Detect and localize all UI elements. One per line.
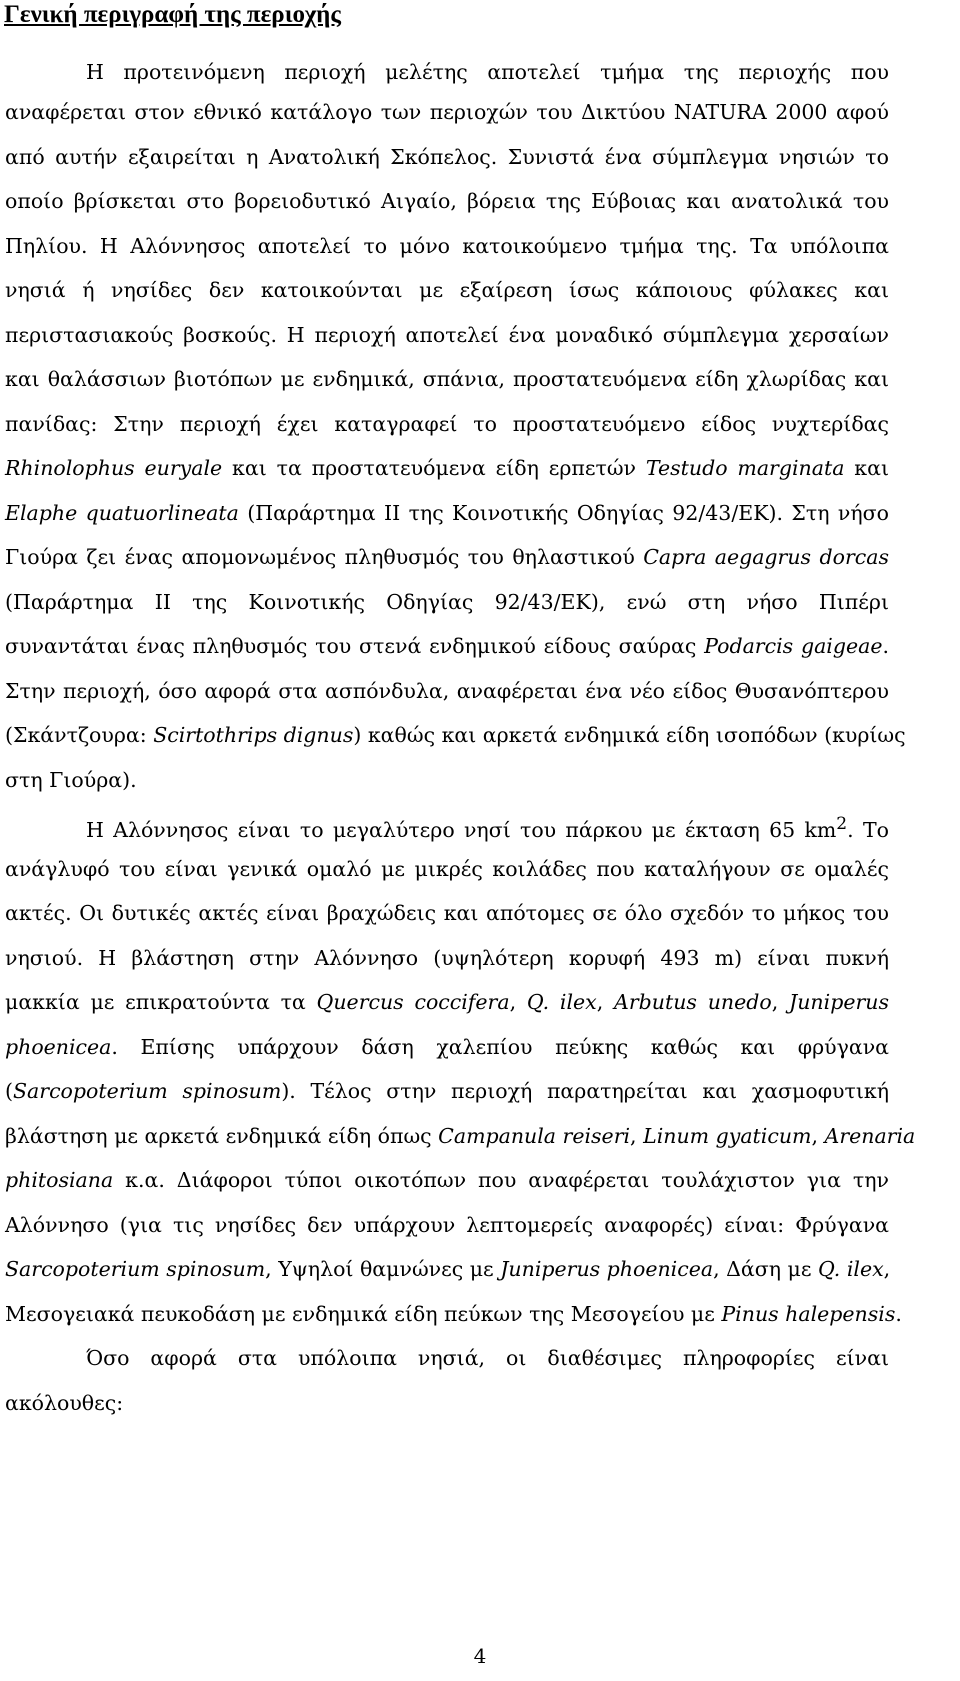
text-line bbox=[5, 626, 889, 666]
text-line bbox=[86, 1338, 889, 1378]
italic-term: phoenicea bbox=[5, 1035, 112, 1059]
text-segment: και bbox=[844, 456, 889, 480]
text-segment: (Παράρτημα ΙΙ της Κοινοτικής Οδηγίας 92/43/ΕΚ), ενώ στη νήσο Πιπέρι bbox=[5, 590, 889, 614]
text-line bbox=[5, 537, 889, 577]
text-line bbox=[5, 359, 889, 399]
italic-term: Rhinolophus euryale bbox=[5, 456, 223, 480]
text-segment: μακκία με επικρατούντα τα bbox=[5, 990, 317, 1014]
italic-term: Quercus coccifera bbox=[316, 990, 510, 1014]
text-segment: , bbox=[883, 1257, 891, 1281]
italic-term: Q. ilex bbox=[526, 990, 597, 1014]
text-segment: . bbox=[895, 1302, 902, 1326]
italic-term: Arenaria bbox=[824, 1124, 916, 1148]
italic-term: Arbutus unedo bbox=[614, 990, 772, 1014]
text-segment: Η προτεινόμενη περιοχή μελέτης αποτελεί τμήμα της περιοχής που bbox=[86, 60, 889, 84]
text-line bbox=[5, 582, 889, 622]
text-line bbox=[5, 448, 889, 488]
text-line bbox=[5, 137, 889, 177]
text-line bbox=[5, 1249, 889, 1289]
text-line bbox=[5, 1205, 889, 1245]
text-line bbox=[5, 760, 889, 800]
text-segment: (Παράρτημα ΙΙ της Κοινοτικής Οδηγίας 92/43/ΕΚ). Στη νήσο bbox=[238, 501, 889, 525]
text-line bbox=[5, 938, 889, 978]
text-segment: , bbox=[811, 1124, 825, 1148]
text-line bbox=[5, 1116, 916, 1156]
text-segment: Όσο αφορά στα υπόλοιπα νησιά, οι διαθέσιμες πληροφορίες είναι bbox=[86, 1346, 889, 1370]
text-line bbox=[5, 1071, 889, 1111]
text-segment: . Το bbox=[847, 817, 889, 842]
text-line bbox=[5, 1383, 889, 1423]
text-line bbox=[5, 493, 889, 533]
text-segment: νησιά ή νησίδες δεν κατοικούνται με εξαίρεση ίσως κάποιους φύλακες και bbox=[5, 278, 889, 302]
text-segment: νησιού. Η βλάστηση στην Αλόννησο (υψηλότερη κορυφή 493 m) είναι πυκνή bbox=[5, 946, 889, 970]
text-line bbox=[5, 715, 906, 755]
text-line bbox=[5, 92, 889, 132]
italic-term: Linum gyaticum bbox=[643, 1124, 812, 1148]
italic-term: Q. ilex bbox=[818, 1257, 884, 1281]
superscript: 2 bbox=[836, 814, 848, 834]
text-segment: , Υψηλοί θαμνώνες με bbox=[265, 1257, 501, 1281]
text-segment: οποίο βρίσκεται στο βορειοδυτικό Αιγαίο, βόρεια της Εύβοιας και ανατολικά του bbox=[5, 189, 889, 213]
text-line bbox=[5, 315, 889, 355]
text-segment: . Επίσης υπάρχουν δάση χαλεπίου πεύκης καθώς και φρύγανα bbox=[111, 1035, 889, 1059]
text-segment: , bbox=[596, 990, 615, 1014]
text-segment: Η Αλόννησος είναι το μεγαλύτερο νησί του πάρκου με έκταση 65 km bbox=[86, 817, 837, 842]
italic-term: Scirtothrips dignus bbox=[153, 723, 354, 747]
text-segment: ). Τέλος στην περιοχή παρατηρείται και χασμοφυτική bbox=[281, 1079, 889, 1103]
text-segment: και θαλάσσιων βιοτόπων με ενδημικά, σπάνια, προστατευόμενα είδη χλωρίδας και bbox=[5, 367, 889, 391]
text-segment: Μεσογειακά πευκοδάση με ενδημικά είδη πεύκων της Μεσογείου με bbox=[5, 1302, 722, 1326]
italic-term: phitosiana bbox=[5, 1168, 114, 1192]
text-line bbox=[86, 52, 889, 92]
text-segment: αναφέρεται στον εθνικό κατάλογο των περιοχών του Δικτύου NATURA 2000 αφού bbox=[5, 100, 889, 124]
text-line bbox=[86, 804, 889, 844]
text-segment: βλάστηση με αρκετά ενδημικά είδη όπως bbox=[5, 1124, 439, 1148]
text-line bbox=[5, 849, 889, 889]
text-segment: κ.α. Διάφοροι τύποι οικοτόπων που αναφέρεται τουλάχιστον για την bbox=[113, 1168, 889, 1192]
text-line bbox=[5, 982, 889, 1022]
section-heading: Γενική περιγραφή της περιοχής bbox=[4, 1, 341, 28]
text-line bbox=[5, 181, 889, 221]
text-segment: ανάγλυφό του είναι γενικά ομαλό με μικρές κοιλάδες που καταλήγουν σε ομαλές bbox=[5, 857, 889, 881]
text-segment: ακτές. Οι δυτικές ακτές είναι βραχώδεις και απότομες σε όλο σχεδόν το μήκος του bbox=[5, 901, 889, 925]
italic-term: Pinus halepensis bbox=[721, 1302, 896, 1326]
text-segment: ( bbox=[5, 1079, 13, 1103]
text-segment: πανίδας: Στην περιοχή έχει καταγραφεί το προστατευόμενο είδος νυχτερίδας bbox=[5, 412, 889, 436]
text-line bbox=[5, 1160, 889, 1200]
text-segment: Αλόννησο (για τις νησίδες δεν υπάρχουν λεπτομερείς αναφορές) είναι: Φρύγανα bbox=[5, 1213, 889, 1237]
text-line bbox=[5, 404, 889, 444]
text-line bbox=[5, 893, 889, 933]
text-segment: . bbox=[882, 634, 889, 658]
text-segment: συναντάται ένας πληθυσμός του στενά ενδημικού είδους σαύρας bbox=[5, 634, 705, 658]
text-segment: ακόλουθες: bbox=[5, 1391, 124, 1415]
italic-term: Podarcis gaigeae bbox=[704, 634, 883, 658]
text-line bbox=[5, 1027, 889, 1067]
text-line bbox=[5, 270, 889, 310]
text-line bbox=[5, 226, 889, 266]
text-segment: Στην περιοχή, όσο αφορά στα ασπόνδυλα, αναφέρεται ένα νέο είδος Θυσανόπτερου bbox=[5, 679, 889, 703]
italic-term: Sarcopoterium spinosum bbox=[5, 1257, 266, 1281]
text-segment: Πηλίου. Η Αλόννησος αποτελεί το μόνο κατοικούμενο τμήμα της. Τα υπόλοιπα bbox=[5, 234, 889, 258]
italic-term: Capra aegagrus dorcas bbox=[643, 545, 889, 569]
page-number: 4 bbox=[473, 1644, 487, 1668]
italic-term: Testudo marginata bbox=[645, 456, 845, 480]
text-line bbox=[5, 671, 889, 711]
text-segment: , bbox=[630, 1124, 644, 1148]
italic-term: Elaphe quatuorlineata bbox=[5, 501, 239, 525]
italic-term: Juniperus phoenicea bbox=[500, 1257, 714, 1281]
italic-term: Juniperus bbox=[789, 990, 889, 1014]
italic-term: Campanula reiseri bbox=[438, 1124, 631, 1148]
text-segment: , Δάση με bbox=[713, 1257, 819, 1281]
text-segment: , bbox=[771, 990, 790, 1014]
text-segment: (Σκάντζουρα: bbox=[5, 723, 154, 747]
text-segment: και τα προστατευόμενα είδη ερπετών bbox=[222, 456, 646, 480]
text-line bbox=[5, 1294, 902, 1334]
text-segment: από αυτήν εξαιρείται η Ανατολική Σκόπελος. Συνιστά ένα σύμπλεγμα νησιών το bbox=[5, 145, 889, 169]
text-segment: στη Γιούρα). bbox=[5, 768, 137, 792]
text-segment: , bbox=[509, 990, 527, 1014]
text-segment: Γιούρα ζει ένας απομονωμένος πληθυσμός του θηλαστικού bbox=[5, 545, 644, 569]
text-segment: περιστασιακούς βοσκούς. Η περιοχή αποτελεί ένα μοναδικό σύμπλεγμα χερσαίων bbox=[5, 323, 889, 347]
text-segment: ) καθώς και αρκετά ενδημικά είδη ισοπόδων (κυρίως bbox=[353, 723, 906, 747]
italic-term: Sarcopoterium spinosum bbox=[13, 1079, 282, 1103]
